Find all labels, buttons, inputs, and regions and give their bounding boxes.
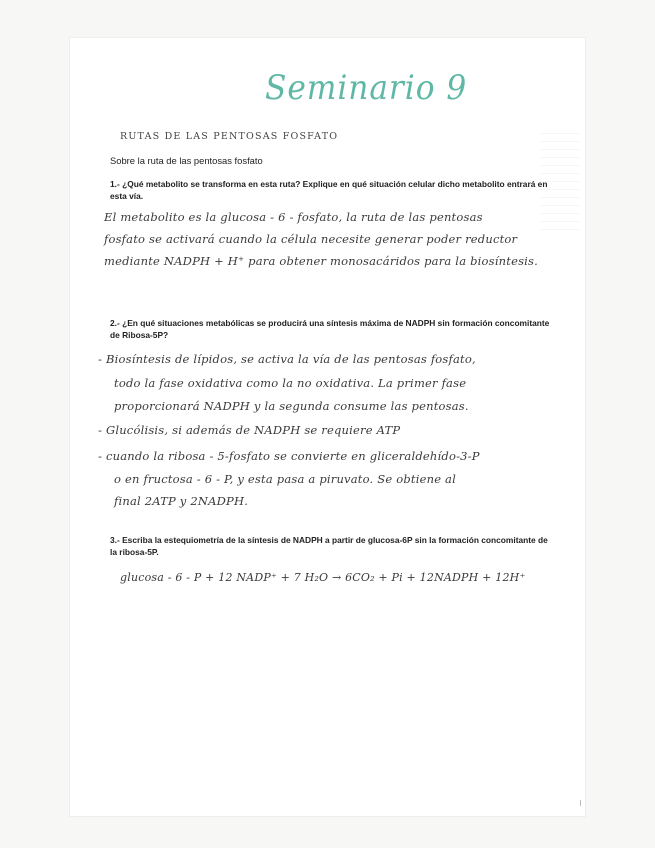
answer-2-line-4: - Glucólisis, si además de NADPH se requiere ATP xyxy=(98,423,401,437)
answer-2-line-3: proporcionará NADPH y la segunda consume las pentosas. xyxy=(114,399,469,413)
document-page xyxy=(70,38,585,816)
section-subheading: Sobre la ruta de las pentosas fosfato xyxy=(110,155,263,166)
answer-2-line-1: - Biosíntesis de lípidos, se activa la vía de las pentosas fosfato, xyxy=(98,352,476,366)
answer-2-line-7: final 2ATP y 2NADPH. xyxy=(114,494,249,508)
question-1: 1.- ¿Qué metabolito se transforma en esta ruta? Explique en qué situación celular dicho metabolito entrará en esta vía. xyxy=(110,179,548,201)
answer-2-line-5: - cuando la ribosa - 5-fosfato se convierte en gliceraldehído-3-P xyxy=(98,449,480,463)
page-title: Seminario 9 xyxy=(265,68,468,108)
question-2: 2.- ¿En qué situaciones metabólicas se producirá una síntesis máxima de NADPH sin formación concomitante de Ribosa-5P? xyxy=(110,318,550,340)
answer-1-line-1: El metabolito es la glucosa - 6 - fosfato, la ruta de las pentosas xyxy=(104,210,483,224)
scan-mark xyxy=(580,800,581,806)
answer-2-line-2: todo la fase oxidativa como la no oxidativa. La primer fase xyxy=(114,376,467,390)
question-3: 3.- Escriba la estequiometría de la síntesis de NADPH a partir de glucosa-6P sin la formación concomitante de la ribosa-5P. xyxy=(110,535,548,557)
answer-1-line-2: fosfato se activará cuando la célula necesite generar poder reductor xyxy=(104,232,518,246)
answer-3-equation: glucosa - 6 - P + 12 NADP⁺ + 7 H₂O → 6CO₂ + Pi + 12NADPH + 12H⁺ xyxy=(120,571,526,584)
section-heading: RUTAS DE LAS PENTOSAS FOSFATO xyxy=(120,131,339,142)
answer-2-line-6: o en fructosa - 6 - P, y esta pasa a piruvato. Se obtiene al xyxy=(114,472,456,486)
answer-1-line-3: mediante NADPH + H⁺ para obtener monosacáridos para la biosíntesis. xyxy=(104,254,539,268)
